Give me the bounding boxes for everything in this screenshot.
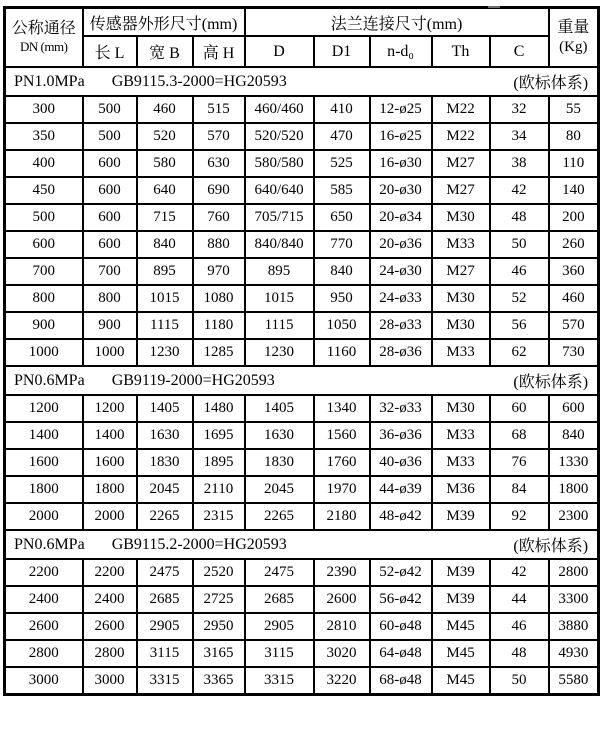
cell-height-h: 2110	[193, 476, 245, 503]
cell-dn: 2400	[5, 586, 83, 613]
table-row	[5, 503, 599, 530]
cell-length-l: 500	[83, 123, 137, 150]
cell-length-l: 600	[83, 204, 137, 231]
cell-c: 62	[490, 339, 549, 366]
cell-d1: 2600	[314, 586, 370, 613]
header-col-d1: D1	[314, 36, 370, 67]
cell-length-l: 3000	[83, 667, 137, 695]
cell-d: 1115	[245, 312, 314, 339]
header-col-height-h: 高 H	[193, 36, 245, 67]
table-row	[5, 150, 599, 177]
cell-d1: 650	[314, 204, 370, 231]
cell-d1: 1970	[314, 476, 370, 503]
cell-height-h: 880	[193, 231, 245, 258]
header-col-n-d0: n-d₀	[370, 36, 432, 67]
cell-length-l: 2600	[83, 613, 137, 640]
cell-c: 50	[490, 231, 549, 258]
cell-height-h: 630	[193, 150, 245, 177]
section-note-label: (欧标体系)	[513, 374, 589, 391]
cell-th: M30	[432, 312, 490, 339]
cell-dn: 500	[5, 204, 83, 231]
table-row	[5, 586, 599, 613]
cell-height-h: 690	[193, 177, 245, 204]
cell-width-b: 1630	[137, 422, 193, 449]
cell-dn: 3000	[5, 667, 83, 695]
cell-dn: 2600	[5, 613, 83, 640]
cell-width-b: 3315	[137, 667, 193, 695]
cell-d1: 3220	[314, 667, 370, 695]
cell-width-b: 895	[137, 258, 193, 285]
cell-c: 56	[490, 312, 549, 339]
cell-weight: 140	[549, 177, 599, 204]
cell-length-l: 700	[83, 258, 137, 285]
cell-n-d0: 44-ø39	[370, 476, 432, 503]
cell-d: 895	[245, 258, 314, 285]
cell-height-h: 970	[193, 258, 245, 285]
cell-width-b: 1015	[137, 285, 193, 312]
cell-weight: 80	[549, 123, 599, 150]
cell-weight: 460	[549, 285, 599, 312]
cell-d1: 1560	[314, 422, 370, 449]
section-header-cell	[5, 67, 599, 96]
cell-n-d0: 52-ø42	[370, 559, 432, 586]
cell-th: M27	[432, 258, 490, 285]
cell-width-b: 715	[137, 204, 193, 231]
table-row	[5, 339, 599, 366]
clipped-text-artifact	[488, 6, 500, 8]
cell-dn: 2000	[5, 503, 83, 530]
header-col-d: D	[245, 36, 314, 67]
cell-d1: 2390	[314, 559, 370, 586]
cell-height-h: 1285	[193, 339, 245, 366]
section-standard-label: GB9115.2-2000=HG20593	[111, 535, 287, 553]
cell-dn: 1200	[5, 395, 83, 422]
cell-d: 3315	[245, 667, 314, 695]
cell-d: 705/715	[245, 204, 314, 231]
cell-n-d0: 68-ø48	[370, 667, 432, 695]
cell-c: 44	[490, 586, 549, 613]
section-standard-label: GB9115.3-2000=HG20593	[111, 72, 287, 90]
cell-th: M33	[432, 231, 490, 258]
cell-width-b: 2905	[137, 613, 193, 640]
table-row	[5, 449, 599, 476]
table-row	[5, 204, 599, 231]
table-row	[5, 285, 599, 312]
cell-c: 38	[490, 150, 549, 177]
cell-height-h: 2315	[193, 503, 245, 530]
cell-length-l: 900	[83, 312, 137, 339]
cell-n-d0: 20-ø30	[370, 177, 432, 204]
cell-width-b: 2685	[137, 586, 193, 613]
table-row	[5, 476, 599, 503]
cell-n-d0: 16-ø30	[370, 150, 432, 177]
cell-dn: 350	[5, 123, 83, 150]
cell-dn: 700	[5, 258, 83, 285]
header-weight	[549, 8, 599, 68]
cell-th: M39	[432, 586, 490, 613]
cell-weight: 3300	[549, 586, 599, 613]
cell-d1: 1160	[314, 339, 370, 366]
cell-d1: 525	[314, 150, 370, 177]
cell-n-d0: 12-ø25	[370, 96, 432, 123]
cell-dn: 2800	[5, 640, 83, 667]
cell-n-d0: 32-ø33	[370, 395, 432, 422]
cell-dn: 1000	[5, 339, 83, 366]
cell-n-d0: 24-ø33	[370, 285, 432, 312]
cell-height-h: 515	[193, 96, 245, 123]
header-sensor-group: 传感器外形尺寸(mm)	[83, 8, 245, 37]
cell-th: M36	[432, 476, 490, 503]
cell-height-h: 760	[193, 204, 245, 231]
cell-th: M30	[432, 204, 490, 231]
header-dn-unit: DN (mm)	[20, 39, 68, 55]
cell-d: 840/840	[245, 231, 314, 258]
cell-d: 1830	[245, 449, 314, 476]
section-header-row	[5, 67, 599, 96]
cell-dn: 1400	[5, 422, 83, 449]
cell-d1: 1760	[314, 449, 370, 476]
cell-weight: 360	[549, 258, 599, 285]
cell-n-d0: 20-ø34	[370, 204, 432, 231]
cell-c: 46	[490, 613, 549, 640]
cell-height-h: 2520	[193, 559, 245, 586]
cell-c: 52	[490, 285, 549, 312]
cell-c: 48	[490, 204, 549, 231]
cell-length-l: 1200	[83, 395, 137, 422]
cell-height-h: 1180	[193, 312, 245, 339]
cell-dn: 600	[5, 231, 83, 258]
cell-weight: 200	[549, 204, 599, 231]
header-col-width-b: 宽 B	[137, 36, 193, 67]
cell-height-h: 3365	[193, 667, 245, 695]
cell-d1: 470	[314, 123, 370, 150]
cell-dn: 1600	[5, 449, 83, 476]
cell-d: 3115	[245, 640, 314, 667]
cell-length-l: 2000	[83, 503, 137, 530]
cell-length-l: 500	[83, 96, 137, 123]
cell-c: 84	[490, 476, 549, 503]
section-note-label: (欧标体系)	[513, 75, 589, 92]
cell-dn: 450	[5, 177, 83, 204]
cell-length-l: 1800	[83, 476, 137, 503]
header-col-c: C	[490, 36, 549, 67]
dimension-table	[3, 6, 600, 696]
header-col-length-l: 长 L	[83, 36, 137, 67]
table-row	[5, 231, 599, 258]
cell-th: M33	[432, 422, 490, 449]
cell-width-b: 460	[137, 96, 193, 123]
cell-weight: 55	[549, 96, 599, 123]
cell-length-l: 2400	[83, 586, 137, 613]
cell-d: 1630	[245, 422, 314, 449]
cell-c: 92	[490, 503, 549, 530]
cell-weight: 600	[549, 395, 599, 422]
cell-dn: 900	[5, 312, 83, 339]
cell-length-l: 1000	[83, 339, 137, 366]
cell-n-d0: 20-ø36	[370, 231, 432, 258]
header-dn-cn: 公称通径	[11, 20, 76, 38]
cell-d: 460/460	[245, 96, 314, 123]
cell-c: 68	[490, 422, 549, 449]
cell-th: M27	[432, 150, 490, 177]
section-header-row	[5, 530, 599, 559]
cell-width-b: 2475	[137, 559, 193, 586]
cell-d: 2265	[245, 503, 314, 530]
section-pn-label: PN1.0MPa	[14, 72, 85, 90]
cell-dn: 2200	[5, 559, 83, 586]
cell-th: M22	[432, 123, 490, 150]
header-row-groups	[5, 8, 599, 37]
cell-d: 580/580	[245, 150, 314, 177]
cell-n-d0: 56-ø42	[370, 586, 432, 613]
cell-th: M39	[432, 503, 490, 530]
cell-weight: 1330	[549, 449, 599, 476]
cell-d: 520/520	[245, 123, 314, 150]
header-weight-unit: (Kg)	[559, 39, 588, 56]
header-weight-cn: 重量	[557, 19, 590, 37]
cell-dn: 300	[5, 96, 83, 123]
table-row	[5, 613, 599, 640]
cell-d: 2685	[245, 586, 314, 613]
cell-th: M22	[432, 96, 490, 123]
table-row	[5, 640, 599, 667]
cell-n-d0: 40-ø36	[370, 449, 432, 476]
cell-n-d0: 28-ø33	[370, 312, 432, 339]
cell-d1: 2180	[314, 503, 370, 530]
cell-d: 1230	[245, 339, 314, 366]
cell-d1: 1050	[314, 312, 370, 339]
table-row	[5, 123, 599, 150]
cell-dn: 1800	[5, 476, 83, 503]
cell-width-b: 1115	[137, 312, 193, 339]
header-row-columns	[5, 36, 599, 67]
cell-width-b: 1230	[137, 339, 193, 366]
cell-d1: 410	[314, 96, 370, 123]
cell-c: 32	[490, 96, 549, 123]
cell-weight: 730	[549, 339, 599, 366]
cell-length-l: 800	[83, 285, 137, 312]
cell-width-b: 840	[137, 231, 193, 258]
cell-height-h: 570	[193, 123, 245, 150]
cell-dn: 400	[5, 150, 83, 177]
header-flange-group: 法兰连接尺寸(mm)	[245, 8, 549, 37]
cell-d: 2045	[245, 476, 314, 503]
cell-d1: 1340	[314, 395, 370, 422]
table-row	[5, 667, 599, 695]
cell-d1: 950	[314, 285, 370, 312]
cell-width-b: 1405	[137, 395, 193, 422]
cell-c: 48	[490, 640, 549, 667]
cell-d1: 3020	[314, 640, 370, 667]
cell-height-h: 1895	[193, 449, 245, 476]
cell-height-h: 3165	[193, 640, 245, 667]
cell-d: 640/640	[245, 177, 314, 204]
cell-height-h: 2950	[193, 613, 245, 640]
cell-c: 60	[490, 395, 549, 422]
cell-dn: 800	[5, 285, 83, 312]
cell-weight: 110	[549, 150, 599, 177]
cell-c: 42	[490, 559, 549, 586]
table-row	[5, 312, 599, 339]
cell-c: 50	[490, 667, 549, 695]
section-header-row	[5, 366, 599, 395]
cell-d: 2475	[245, 559, 314, 586]
cell-width-b: 2045	[137, 476, 193, 503]
cell-length-l: 1400	[83, 422, 137, 449]
flange-spec-page	[0, 6, 600, 756]
cell-th: M30	[432, 285, 490, 312]
cell-d: 2905	[245, 613, 314, 640]
table-row	[5, 559, 599, 586]
cell-th: M39	[432, 559, 490, 586]
cell-length-l: 2800	[83, 640, 137, 667]
cell-d1: 2810	[314, 613, 370, 640]
cell-length-l: 1600	[83, 449, 137, 476]
cell-weight: 5580	[549, 667, 599, 695]
header-dn	[5, 8, 83, 68]
cell-width-b: 2265	[137, 503, 193, 530]
cell-weight: 570	[549, 312, 599, 339]
cell-length-l: 600	[83, 150, 137, 177]
cell-th: M45	[432, 667, 490, 695]
cell-n-d0: 64-ø48	[370, 640, 432, 667]
cell-width-b: 580	[137, 150, 193, 177]
section-pn-label: PN0.6MPa	[14, 535, 85, 553]
cell-weight: 1800	[549, 476, 599, 503]
cell-c: 76	[490, 449, 549, 476]
section-header-cell	[5, 366, 599, 395]
cell-weight: 2800	[549, 559, 599, 586]
cell-height-h: 1080	[193, 285, 245, 312]
cell-width-b: 1830	[137, 449, 193, 476]
cell-d: 1405	[245, 395, 314, 422]
cell-height-h: 2725	[193, 586, 245, 613]
cell-d1: 840	[314, 258, 370, 285]
cell-height-h: 1695	[193, 422, 245, 449]
section-standard-label: GB9119-2000=HG20593	[111, 371, 275, 389]
cell-d: 1015	[245, 285, 314, 312]
cell-length-l: 600	[83, 177, 137, 204]
section-pn-label: PN0.6MPa	[14, 371, 85, 389]
cell-d1: 585	[314, 177, 370, 204]
section-header-cell	[5, 530, 599, 559]
cell-weight: 4930	[549, 640, 599, 667]
cell-th: M33	[432, 449, 490, 476]
section-note-label: (欧标体系)	[513, 538, 589, 555]
cell-n-d0: 48-ø42	[370, 503, 432, 530]
cell-width-b: 520	[137, 123, 193, 150]
table-row	[5, 422, 599, 449]
table-row	[5, 177, 599, 204]
cell-th: M33	[432, 339, 490, 366]
cell-n-d0: 24-ø30	[370, 258, 432, 285]
cell-n-d0: 28-ø36	[370, 339, 432, 366]
cell-n-d0: 60-ø48	[370, 613, 432, 640]
cell-weight: 3880	[549, 613, 599, 640]
cell-n-d0: 16-ø25	[370, 123, 432, 150]
header-col-th: Th	[432, 36, 490, 67]
cell-th: M27	[432, 177, 490, 204]
table-row	[5, 258, 599, 285]
table-row	[5, 395, 599, 422]
cell-height-h: 1480	[193, 395, 245, 422]
cell-th: M30	[432, 395, 490, 422]
cell-width-b: 3115	[137, 640, 193, 667]
table-row	[5, 96, 599, 123]
cell-length-l: 2200	[83, 559, 137, 586]
cell-c: 34	[490, 123, 549, 150]
cell-c: 42	[490, 177, 549, 204]
cell-c: 46	[490, 258, 549, 285]
cell-weight: 260	[549, 231, 599, 258]
cell-n-d0: 36-ø36	[370, 422, 432, 449]
cell-weight: 840	[549, 422, 599, 449]
cell-width-b: 640	[137, 177, 193, 204]
cell-d1: 770	[314, 231, 370, 258]
cell-length-l: 600	[83, 231, 137, 258]
cell-th: M45	[432, 613, 490, 640]
cell-th: M45	[432, 640, 490, 667]
cell-weight: 2300	[549, 503, 599, 530]
